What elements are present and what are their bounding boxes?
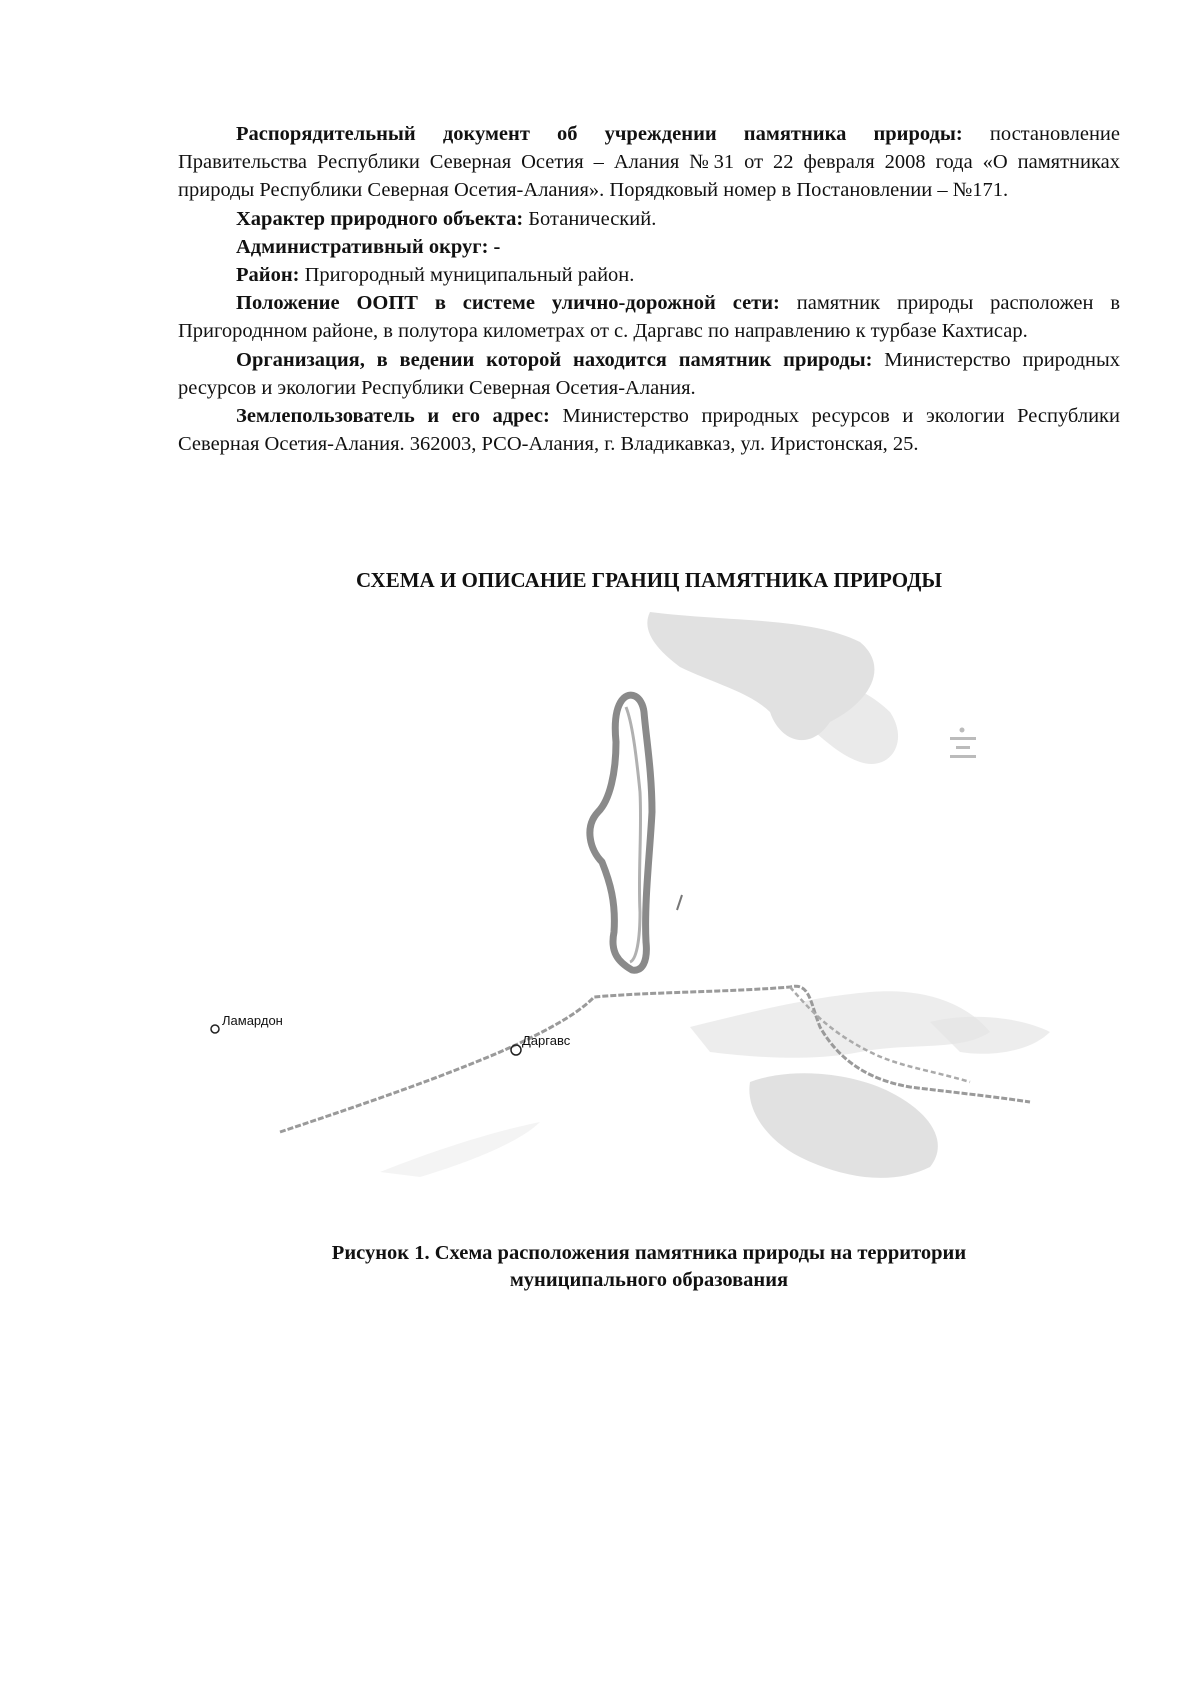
settlement-marker-icon bbox=[211, 1025, 219, 1033]
paragraph-body: постановление Правительства Республики Северная Осетия – Алания №31 от 22 февраля 2008 года «О памятниках природы Республики Северная Осетия-Алания». Порядковый номер в Постановлении – №171. bbox=[178, 123, 1120, 202]
paragraph-label: Организация, в ведении которой находится памятник природы: bbox=[236, 348, 873, 371]
paragraph-object-type bbox=[178, 205, 1120, 233]
paragraph-label: Землепользователь и его адрес: bbox=[236, 405, 550, 428]
settlement-label: Ламардон bbox=[222, 1013, 283, 1028]
paragraph-body: Министерство природных ресурсов и экологии Республики Северная Осетия-Алания. bbox=[178, 348, 1121, 399]
settlement-label: Даргавс bbox=[522, 1033, 571, 1048]
caption-line-1: Рисунок 1. Схема расположения памятника природы на территории bbox=[331, 1242, 967, 1264]
settlement-dargavs bbox=[511, 1033, 571, 1055]
paragraph-body: Ботанический. bbox=[523, 207, 657, 230]
paragraph-label: Район: bbox=[236, 264, 300, 287]
paragraph-order-document bbox=[178, 120, 1120, 205]
peak-marker bbox=[950, 728, 976, 759]
paragraph-label: Характер природного объекта: bbox=[236, 207, 524, 230]
boundary-map bbox=[170, 612, 1130, 1232]
protected-area-boundary bbox=[590, 695, 652, 970]
paragraph-road-position bbox=[178, 289, 1120, 345]
figure-caption bbox=[178, 1240, 1120, 1294]
section-heading: СХЕМА И ОПИСАНИЕ ГРАНИЦ ПАМЯТНИКА ПРИРОДЫ bbox=[355, 568, 943, 592]
paragraph-admin-district bbox=[178, 233, 1120, 261]
settlement-lamardon bbox=[211, 1013, 283, 1033]
paragraph-label: Положение ООПТ в системе улично-дорожной сети: bbox=[236, 292, 780, 315]
document-text bbox=[178, 120, 1120, 458]
paragraph-body: Пригородный муниципальный район. bbox=[299, 264, 635, 287]
small-stream bbox=[677, 895, 682, 910]
paragraph-label: Распорядительный документ об учреждении памятника природы: bbox=[236, 123, 963, 145]
caption-line-2: муниципального образования bbox=[509, 1269, 789, 1291]
paragraph-body: Министерство природных ресурсов и экологии Республики Северная Осетия-Алания. 362003, РСО-Алания, г. Владикавказ, ул. Иристонская, 25. bbox=[178, 405, 1120, 456]
boundary-inner-line bbox=[626, 707, 641, 962]
paragraph-managing-organization bbox=[178, 346, 1120, 402]
paragraph-body: памятник природы расположен в Пригороднном районе, в полутора километрах от с. Даргавс по направлению к турбазе Кахтисар. bbox=[178, 292, 1120, 343]
paragraph-label: Административный округ: - bbox=[236, 235, 501, 258]
paragraph-land-user bbox=[178, 402, 1120, 458]
settlement-marker-icon bbox=[511, 1045, 521, 1055]
paragraph-region bbox=[178, 261, 1120, 289]
